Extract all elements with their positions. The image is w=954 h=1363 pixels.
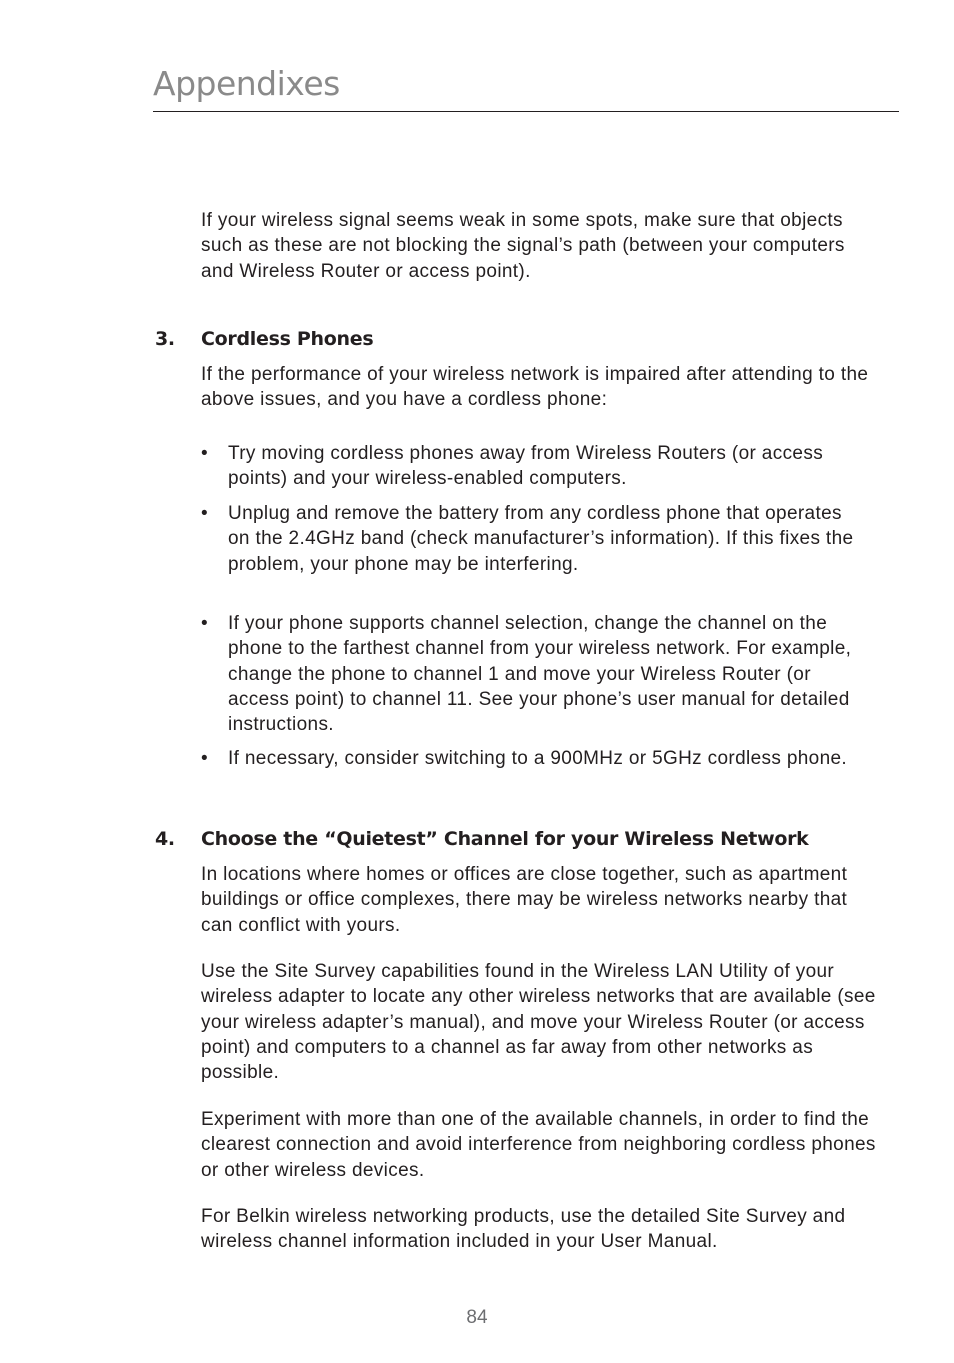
bullet-symbol: • bbox=[201, 613, 209, 634]
bullet-text: If necessary, consider switching to a 900MHz or 5GHz cordless phone. bbox=[228, 748, 848, 769]
bullet-symbol: • bbox=[201, 503, 209, 524]
section-3-number: 3. bbox=[155, 328, 175, 350]
bullet-text: Try moving cordless phones away from Wireless Routers (or access points) and your wireless-enabled computers. bbox=[228, 443, 824, 490]
section-3-paragraph: If the performance of your wireless network is impaired after attending to the above issues, and you have a cordless phone: bbox=[201, 364, 869, 411]
section-3-title: Cordless Phones bbox=[201, 328, 374, 350]
section-4-paragraph: For Belkin wireless networking products, use the detailed Site Survey and wireless channel information included in your User Manual. bbox=[201, 1206, 846, 1253]
section-4-paragraph: In locations where homes or offices are close together, such as apartment buildings or office complexes, there may be wireless networks nearby that can conflict with yours. bbox=[201, 864, 848, 936]
bullet-text: If your phone supports channel selection, change the channel on the phone to the farthest channel from your wireless network. For example, change the phone to channel 1 and move your Wireless Router (or access point) to channel 11. See your phone’s user manual for detailed instructions. bbox=[228, 613, 852, 736]
bullet-symbol: • bbox=[201, 748, 209, 769]
bullet-text: Unplug and remove the battery from any cordless phone that operates on the 2.4GHz band (check manufacturer’s information). If this fixes the problem, your phone may be interfering. bbox=[228, 503, 854, 575]
bullet-symbol: • bbox=[201, 443, 209, 464]
intro-paragraph: If your wireless signal seems weak in some spots, make sure that objects such as these are not blocking the signal’s path (between your computers and Wireless Router or access point). bbox=[201, 210, 845, 282]
page-header-title: Appendixes bbox=[153, 64, 340, 103]
section-4-title: Choose the “Quietest” Channel for your Wireless Network bbox=[201, 828, 809, 850]
header-divider bbox=[153, 111, 899, 112]
section-4-number: 4. bbox=[155, 828, 175, 850]
section-4-paragraph: Experiment with more than one of the available channels, in order to find the clearest connection and avoid interference from neighboring cordless phones or other wireless devices. bbox=[201, 1109, 876, 1181]
section-4-paragraph: Use the Site Survey capabilities found in the Wireless LAN Utility of your wireless adapter to locate any other wireless networks that are available (see your wireless adapter’s manual), and move your Wireless Router (or access point) and computers to a channel as far away from other networks as possible. bbox=[201, 961, 876, 1084]
page-number: 84 bbox=[466, 1307, 488, 1328]
